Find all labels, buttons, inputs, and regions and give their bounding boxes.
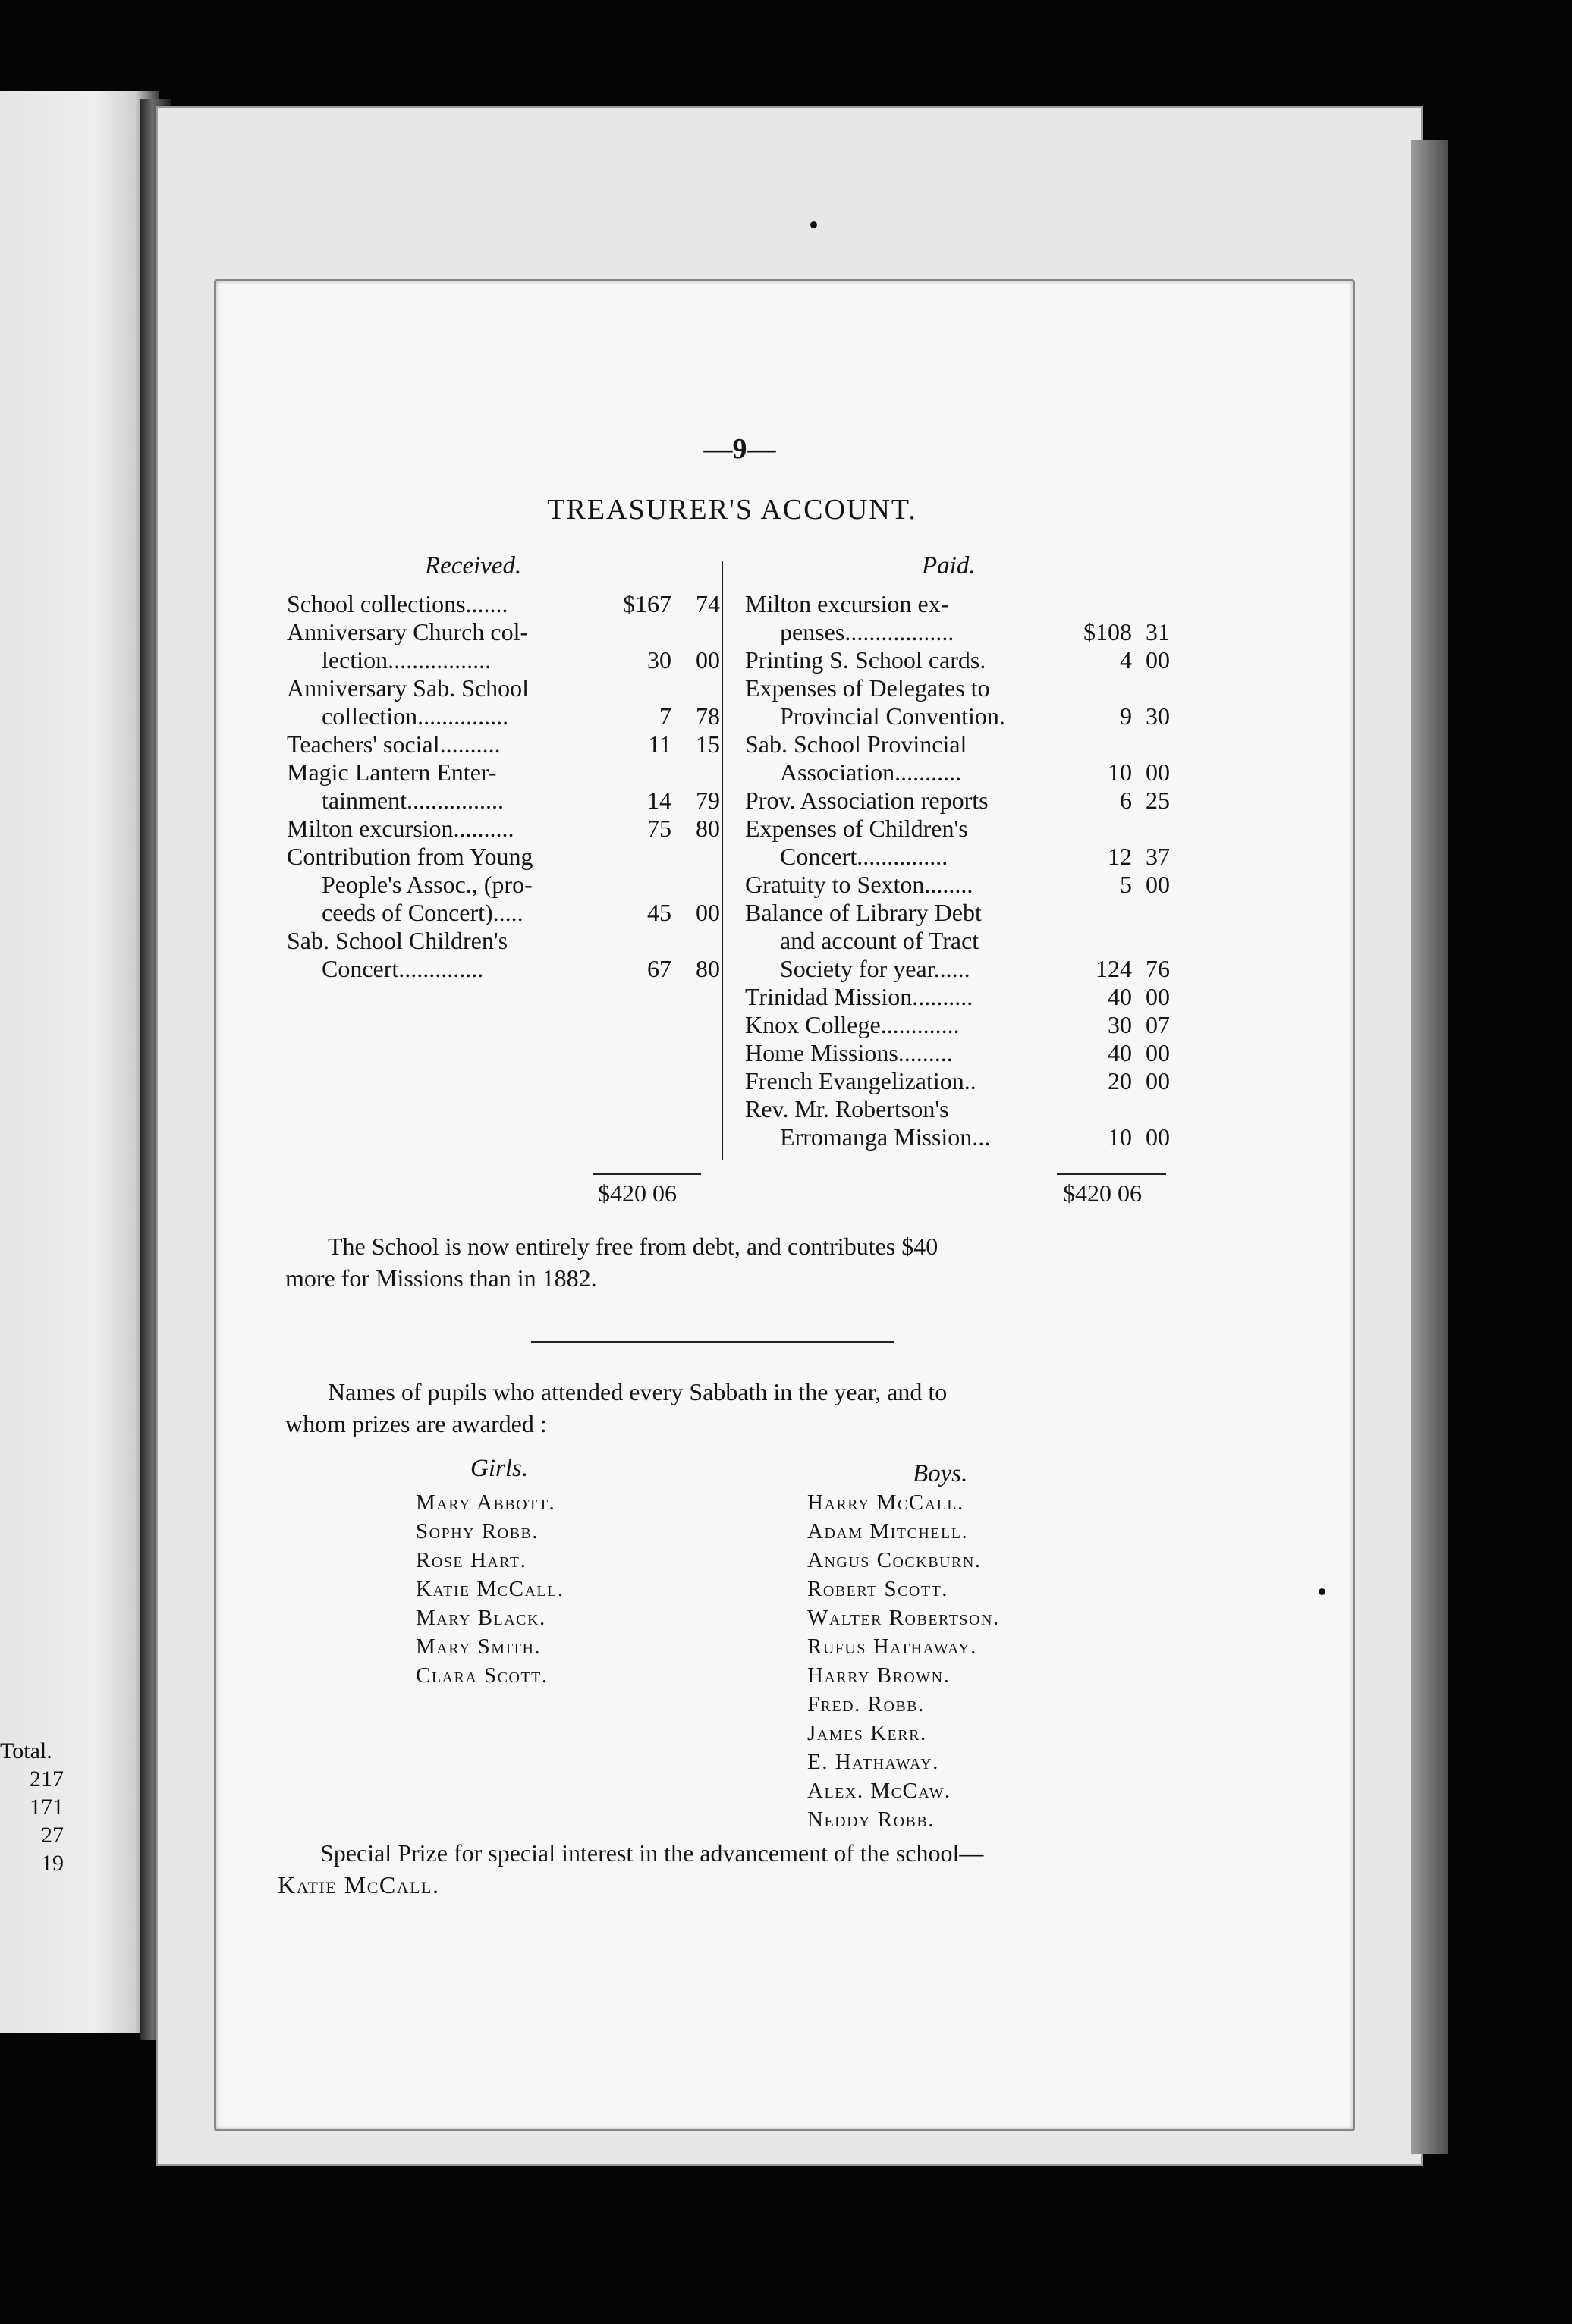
entry-dollars: 30 <box>1108 1011 1132 1038</box>
entry-description: Society for year...... <box>780 955 970 982</box>
list-item: Walter Robertson. <box>807 1606 1000 1630</box>
debt-note-line: more for Missions than in 1882. <box>285 1264 597 1292</box>
ledger-entry <box>745 899 1170 983</box>
entry-description: ceeds of Concert)..... <box>322 899 523 926</box>
list-item: Harry Brown. <box>807 1663 951 1688</box>
boys-heading: Boys. <box>913 1460 968 1487</box>
entry-description: and account of Tract <box>780 927 979 954</box>
left-total-value: 171 <box>30 1795 64 1820</box>
ledger-entry <box>745 646 1170 674</box>
received-heading: Received. <box>425 552 522 579</box>
list-item: E. Hathaway. <box>807 1750 939 1774</box>
entry-dollars: 9 <box>1120 702 1132 730</box>
entry-description: Provincial Convention. <box>780 702 1005 730</box>
entry-cents: 15 <box>696 730 720 758</box>
special-prize-line: Special Prize for special interest in the advancement of the school— <box>320 1839 984 1867</box>
left-total-value: 27 <box>41 1823 64 1848</box>
entry-description: Contribution from Young <box>287 843 533 870</box>
paid-heading: Paid. <box>922 552 976 579</box>
entry-description: People's Assoc., (pro- <box>322 871 533 898</box>
entry-dollars: 124 <box>1096 955 1132 982</box>
ledger-entry <box>287 843 720 927</box>
entry-dollars: $167 <box>623 590 671 617</box>
entry-cents: 37 <box>1146 843 1170 870</box>
entry-cents: 00 <box>1146 1123 1170 1151</box>
entry-cents: 00 <box>696 899 720 926</box>
girls-heading: Girls. <box>470 1455 529 1482</box>
page-number: —9— <box>703 433 776 465</box>
entry-cents: 74 <box>696 590 720 617</box>
entry-description: School collections....... <box>287 590 508 617</box>
list-item: Angus Cockburn. <box>807 1548 982 1572</box>
entry-description: Anniversary Sab. School <box>287 674 530 702</box>
girls-list <box>416 1488 564 1690</box>
entry-description: Anniversary Church col- <box>287 618 529 645</box>
list-item: Clara Scott. <box>416 1663 549 1688</box>
page-title: TREASURER'S ACCOUNT. <box>547 494 917 526</box>
list-item: Katie McCall. <box>416 1577 564 1601</box>
entry-description: French Evangelization.. <box>745 1067 976 1094</box>
ledger-entry <box>287 730 720 758</box>
list-item: Robert Scott. <box>807 1577 949 1601</box>
entry-dollars: 10 <box>1108 758 1132 786</box>
entry-description: Concert............... <box>780 843 948 870</box>
special-prize-winner: Katie McCall. <box>278 1871 440 1898</box>
entry-cents: 31 <box>1146 618 1170 645</box>
entry-description: Home Missions......... <box>745 1039 953 1066</box>
entry-description: Prov. Association reports <box>745 787 989 814</box>
ledger-entry <box>745 983 1170 1011</box>
ink-speck <box>810 221 817 228</box>
entry-cents: 00 <box>1146 983 1170 1010</box>
entry-dollars: 14 <box>647 787 671 814</box>
list-item: Mary Black. <box>416 1606 546 1630</box>
entry-cents: 00 <box>1146 1039 1170 1066</box>
entry-dollars: 11 <box>648 730 671 758</box>
ledger-entry <box>287 590 720 618</box>
entry-cents: 80 <box>696 815 720 842</box>
entry-dollars: 20 <box>1108 1067 1132 1094</box>
paid-ledger <box>745 590 1170 1151</box>
entry-cents: 00 <box>696 646 720 674</box>
entry-description: Association........... <box>780 758 962 786</box>
list-item: Mary Abbott. <box>416 1490 556 1515</box>
entry-description: Balance of Library Debt <box>745 899 982 926</box>
received-ledger <box>287 590 720 983</box>
entry-description: Sab. School Children's <box>287 927 508 954</box>
attendance-intro-line: whom prizes are awarded : <box>285 1410 547 1437</box>
entry-dollars: $108 <box>1083 618 1132 645</box>
ledger-entry <box>745 674 1170 730</box>
list-item: Alex. McCaw. <box>807 1779 951 1803</box>
debt-note <box>285 1230 1154 1294</box>
entry-dollars: 6 <box>1120 787 1132 814</box>
entry-description: Knox College............. <box>745 1011 960 1038</box>
entry-description: Milton excursion ex- <box>745 590 949 617</box>
entry-dollars: 75 <box>647 815 671 842</box>
ledger-entry <box>287 815 720 843</box>
debt-note-line: The School is now entirely free from debt, and contributes $40 <box>328 1233 938 1260</box>
ledger-entry <box>287 927 720 983</box>
entry-description: Trinidad Mission.......... <box>745 983 973 1010</box>
list-item: Mary Smith. <box>416 1635 542 1659</box>
list-item: Adam Mitchell. <box>807 1519 969 1544</box>
entry-cents: 07 <box>1146 1011 1170 1038</box>
paid-total-rule <box>1057 1173 1166 1175</box>
entry-cents: 25 <box>1146 787 1170 814</box>
entry-dollars: 5 <box>1120 871 1132 898</box>
entry-dollars: 12 <box>1108 843 1132 870</box>
boys-list <box>807 1488 1000 1834</box>
entry-dollars: 40 <box>1108 1039 1132 1066</box>
ledger-entry <box>287 758 720 815</box>
list-item: Rufus Hathaway. <box>807 1635 977 1659</box>
entry-dollars: 30 <box>647 646 671 674</box>
attendance-intro <box>285 1376 1154 1440</box>
received-total: $420 06 <box>598 1179 677 1207</box>
entry-dollars: 67 <box>647 955 671 982</box>
entry-cents: 78 <box>696 702 720 730</box>
ledger-entry <box>745 1067 1170 1095</box>
entry-cents: 00 <box>1146 758 1170 786</box>
ledger-entry <box>745 1095 1170 1151</box>
list-item: Rose Hart. <box>416 1548 527 1572</box>
entry-cents: 00 <box>1146 871 1170 898</box>
left-total-value: 19 <box>41 1851 64 1876</box>
paid-total: $420 06 <box>1063 1179 1142 1207</box>
ledger-entry <box>745 787 1170 815</box>
entry-cents: 76 <box>1146 955 1170 982</box>
left-total-header: Total. <box>0 1738 52 1763</box>
list-item: Neddy Robb. <box>807 1807 935 1832</box>
special-prize <box>278 1837 1165 1901</box>
ledger-entry <box>745 1011 1170 1039</box>
entry-cents: 79 <box>696 787 720 814</box>
entry-description: Concert.............. <box>322 955 484 982</box>
entry-description: Milton excursion.......... <box>287 815 514 842</box>
entry-dollars: 10 <box>1108 1123 1132 1151</box>
entry-description: Printing S. School cards. <box>745 646 986 674</box>
ledger-entry <box>745 871 1170 899</box>
entry-description: Rev. Mr. Robertson's <box>745 1095 949 1123</box>
entry-description: collection............... <box>322 702 509 730</box>
ledger-entry <box>287 618 720 674</box>
entry-dollars: 45 <box>647 899 671 926</box>
section-divider <box>531 1341 894 1343</box>
left-page-total-column <box>0 1737 83 1877</box>
entry-dollars: 4 <box>1120 646 1132 674</box>
ledger-entry <box>745 1039 1170 1067</box>
ledger-column-divider <box>722 561 723 1160</box>
entry-cents: 00 <box>1146 1067 1170 1094</box>
ledger-entry <box>745 815 1170 871</box>
ledger-entry <box>745 730 1170 787</box>
entry-description: penses.................. <box>780 618 954 645</box>
entry-description: tainment................ <box>322 787 504 814</box>
ledger-entry <box>745 590 1170 646</box>
entry-description: Teachers' social.......... <box>287 730 501 758</box>
list-item: Fred. Robb. <box>807 1692 925 1716</box>
entry-cents: 30 <box>1146 702 1170 730</box>
entry-cents: 80 <box>696 955 720 982</box>
ink-speck <box>1319 1588 1325 1595</box>
list-item: Sophy Robb. <box>416 1519 539 1544</box>
received-total-rule <box>593 1173 701 1175</box>
left-total-value: 217 <box>30 1767 64 1792</box>
list-item: James Kerr. <box>807 1721 927 1745</box>
entry-description: Expenses of Children's <box>745 815 968 842</box>
entry-description: Erromanga Mission... <box>780 1123 991 1151</box>
entry-description: Gratuity to Sexton........ <box>745 871 973 898</box>
entry-dollars: 40 <box>1108 983 1132 1010</box>
entry-description: lection................. <box>322 646 492 674</box>
ledger-entry <box>287 674 720 730</box>
list-item: Harry McCall. <box>807 1490 964 1515</box>
entry-cents: 00 <box>1146 646 1170 674</box>
entry-description: Expenses of Delegates to <box>745 674 990 702</box>
entry-description: Sab. School Provincial <box>745 730 967 758</box>
entry-description: Magic Lantern Enter- <box>287 758 497 786</box>
attendance-intro-line: Names of pupils who attended every Sabbath in the year, and to <box>328 1378 948 1405</box>
entry-dollars: 7 <box>659 702 671 730</box>
